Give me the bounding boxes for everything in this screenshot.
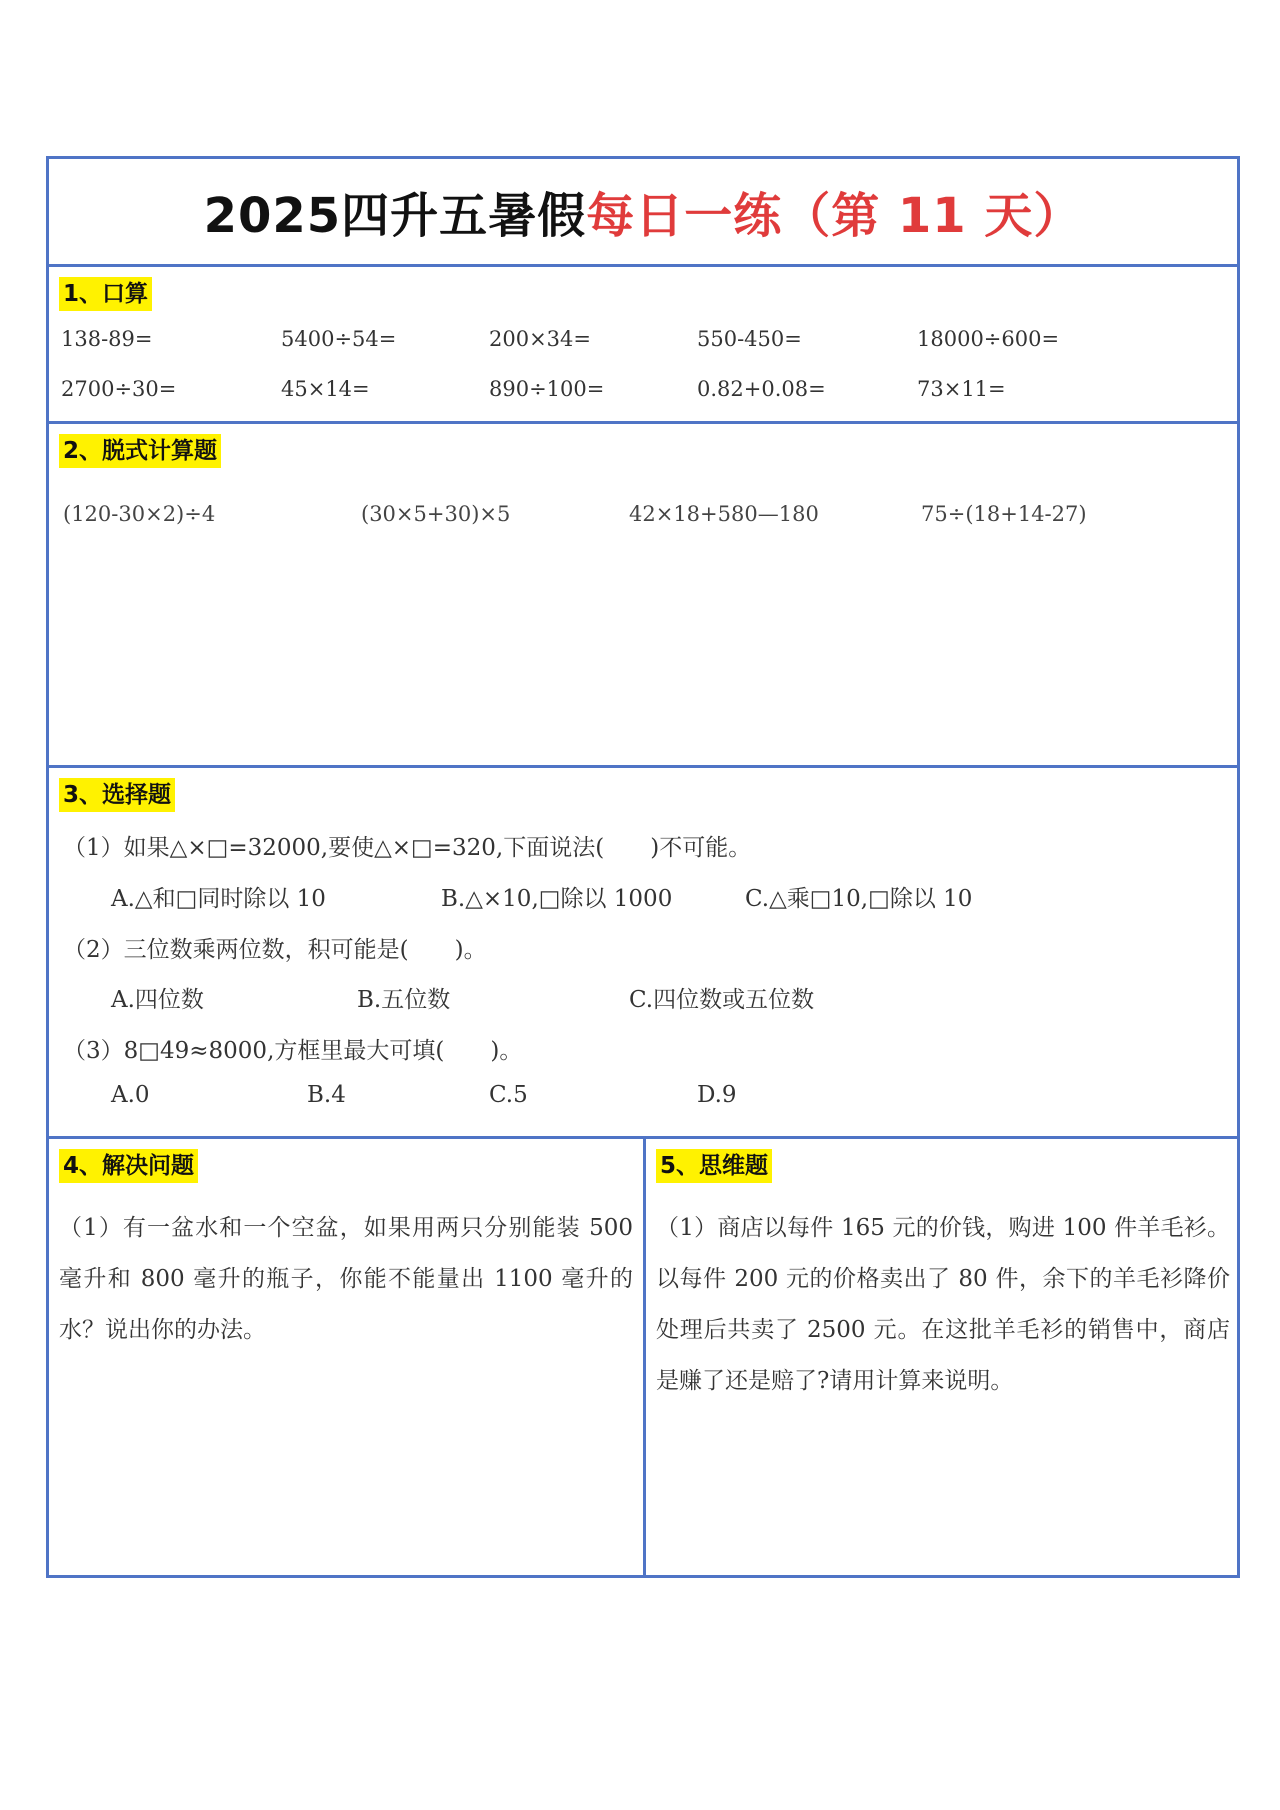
question-2-option-c: C.四位数或五位数 — [629, 987, 815, 1013]
mental-item: 138-89= — [61, 327, 153, 351]
mental-item: 890÷100= — [489, 377, 605, 401]
section-heading: 4、解决问题 — [59, 1149, 198, 1183]
section-thinking — [646, 1139, 1240, 1575]
section-step-calculation — [49, 424, 1237, 768]
question-2: （2）三位数乘两位数，积可能是( )。 — [63, 937, 487, 963]
question-2-option-a: A.四位数 — [111, 987, 204, 1013]
section-mental-math — [49, 267, 1237, 424]
section-heading: 2、脱式计算题 — [59, 434, 221, 468]
mental-item: 5400÷54= — [281, 327, 397, 351]
question-3-option-c: C.5 — [489, 1082, 528, 1108]
question-1-option-a: A.△和□同时除以 10 — [111, 886, 326, 912]
page-title — [204, 177, 1083, 246]
section-multiple-choice — [49, 768, 1237, 1139]
question-3: （3）8□49≈8000,方框里最大可填( )。 — [63, 1038, 523, 1064]
mental-item: 2700÷30= — [61, 377, 177, 401]
section-heading: 5、思维题 — [656, 1149, 772, 1183]
question-3-option-d: D.9 — [697, 1082, 737, 1108]
question-3-option-b: B.4 — [307, 1082, 346, 1108]
section-problem-solving — [49, 1139, 646, 1575]
mental-item: 73×11= — [917, 377, 1006, 401]
calc-item: (120-30×2)÷4 — [63, 502, 216, 526]
calc-item: 75÷(18+14-27) — [921, 502, 1087, 526]
question-2-option-b: B.五位数 — [357, 987, 451, 1013]
title-main: 2025四升五暑假 — [203, 188, 587, 244]
problem-text: （1）有一盆水和一个空盆，如果用两只分别能装 500 毫升和 800 毫升的瓶子，你能不能量出 1100 毫升的水？说出你的办法。 — [59, 1215, 633, 1343]
section-heading: 1、口算 — [59, 277, 152, 311]
mental-item: 18000÷600= — [917, 327, 1060, 351]
bottom-sections — [49, 1139, 1237, 1575]
thinking-text: （1）商店以每件 165 元的价钱，购进 100 件羊毛衫。以每件 200 元的价格卖出了 80 件，余下的羊毛衫降价处理后共卖了 2500 元。在这批羊毛衫的销售中，商店是赚了还是赔了?请用计算来说明。 — [656, 1215, 1230, 1394]
worksheet-frame — [46, 156, 1240, 1578]
mental-item: 200×34= — [489, 327, 591, 351]
mental-item: 0.82+0.08= — [697, 377, 826, 401]
mental-item: 45×14= — [281, 377, 370, 401]
mental-item: 550-450= — [697, 327, 802, 351]
question-1-option-b: B.△×10,□除以 1000 — [441, 886, 673, 912]
question-1-option-c: C.△乘□10,□除以 10 — [745, 886, 973, 912]
title-row — [49, 159, 1237, 267]
calc-item: (30×5+30)×5 — [361, 502, 511, 526]
section-heading: 3、选择题 — [59, 778, 175, 812]
question-3-option-a: A.0 — [111, 1082, 150, 1108]
title-day: 每日一练（第 11 天） — [586, 188, 1083, 244]
calc-item: 42×18+580—180 — [629, 502, 819, 526]
question-1: （1）如果△×□=32000,要使△×□=320,下面说法( )不可能。 — [63, 835, 752, 861]
